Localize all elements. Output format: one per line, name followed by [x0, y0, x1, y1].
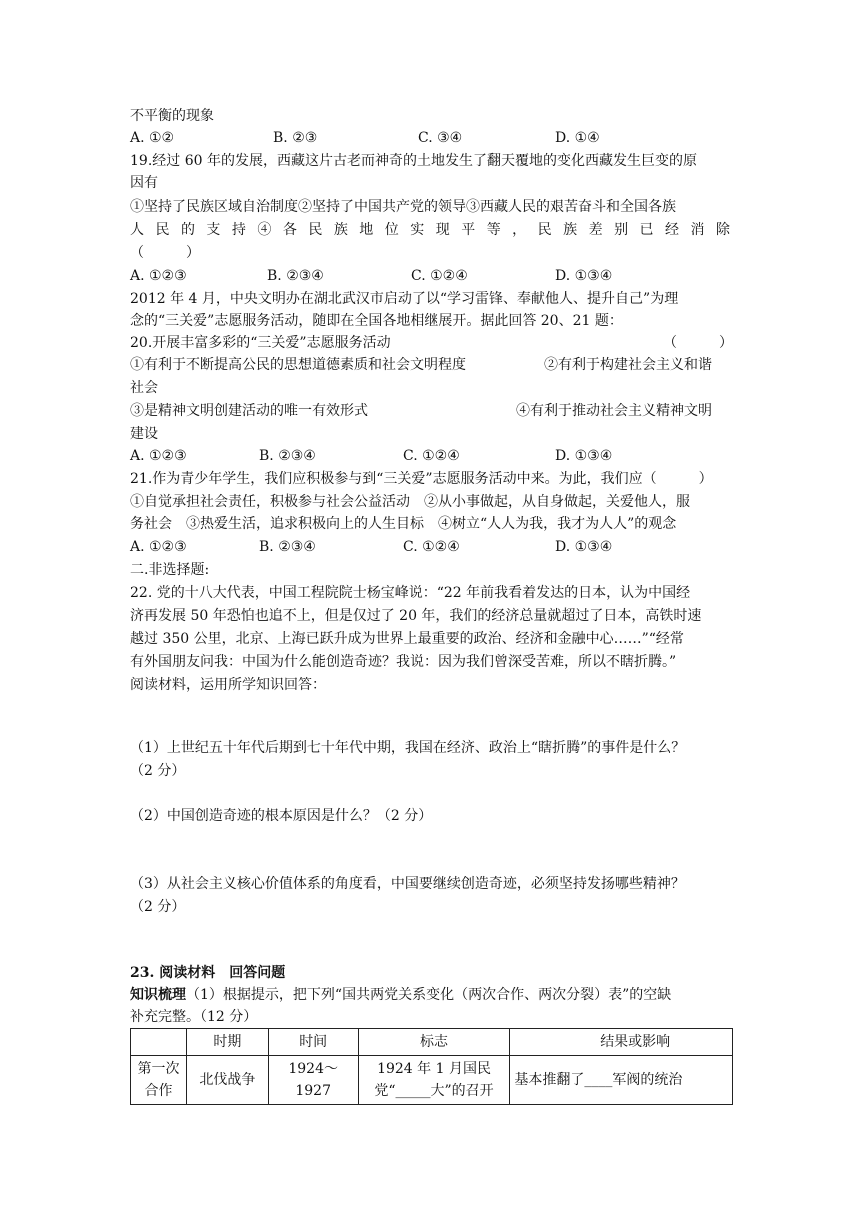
q18-option-d: D. ①④	[555, 130, 600, 146]
table-header-cell	[131, 1029, 187, 1056]
q23-title: 23. 阅读材料 回答问题	[130, 965, 286, 981]
q19-items-line2: 人 民 的 支 持 ④ 各 民 族 地 位 实 现 平 等 ， 民 族 差 别 已 经 消 除	[130, 222, 730, 238]
q18-option-c: C. ③④	[418, 130, 463, 146]
q18-option-a: A. ①②	[130, 130, 175, 146]
q19-option-b: B. ②③④	[267, 268, 324, 284]
q22-material-line1: 22. 党的十八大代表，中国工程院院士杨宝峰说：“22 年前我看着发达的日本，认为中国经	[130, 585, 691, 601]
q22-part1-score: （2 分）	[130, 763, 186, 779]
table-header-cell: 时期	[186, 1029, 268, 1056]
table-cell: 1924～1927	[268, 1056, 358, 1105]
q22-instruction: 阅读材料，运用所学知识回答：	[130, 677, 326, 693]
q19-items-line1: ①坚持了民族区域自治制度②坚持了中国共产党的领导③西藏人民的艰苦奋斗和全国各族	[130, 199, 676, 215]
q21-items-line1: ①自觉承担社会责任，积极参与社会公益活动 ②从小事做起，从自身做起，关爱他人，服	[130, 494, 690, 510]
q20-item2-cont: 社会	[130, 380, 158, 396]
q21-stem: 21.作为青少年学生，我们应积极参与到“三关爱”志愿服务活动中来。为此，我们应（ ）	[130, 471, 713, 487]
q19-option-d: D. ①③④	[555, 268, 613, 284]
intro-line2: 念的“三关爱”志愿服务活动，随即在全国各地相继展开。据此回答 20、21 题：	[130, 313, 623, 329]
q20-answer-paren: （ ）	[663, 335, 733, 351]
q20-option-d: D. ①③④	[555, 448, 613, 464]
q22-material-line4: 有外国朋友问我：中国为什么能创造奇迹？我说：因为我们曾深受苦难，所以不瞎折腾。”	[130, 654, 677, 670]
q20-item4: ④有利于推动社会主义精神文明	[516, 403, 712, 419]
q21-items-line2: 务社会 ③热爱生活，追求积极向上的人生目标 ④树立“人人为我，我才为人人”的观念	[130, 516, 677, 532]
q19-stem-line2: 因有	[130, 175, 158, 191]
intro-line1: 2012 年 4 月，中央文明办在湖北武汉市启动了以“学习雷锋、奉献他人、提升自己”为理	[130, 291, 679, 307]
q22-part2: （2）中国创造奇迹的根本原因是什么？（2 分）	[130, 808, 433, 824]
q22-part1-line1: （1）上世纪五十年代后期到七十年代中期，我国在经济、政治上“瞎折腾”的事件是什么？	[130, 740, 686, 756]
q19-stem-line1: 19.经过 60 年的发展，西藏这片古老而神奇的土地发生了翻天覆地的变化西藏发生巨变的原	[130, 153, 697, 169]
q19-option-a: A. ①②③	[130, 268, 187, 284]
table-cell: 基本推翻了____军阀的统治	[510, 1056, 733, 1105]
q21-option-d: D. ①③④	[555, 539, 613, 555]
q22-part3-score: （2 分）	[130, 899, 186, 915]
table-header-cell	[510, 1029, 733, 1056]
q22-material-line3: 越过 350 公里，北京、上海已跃升成为世界上最重要的政治、经济和金融中心……”“经常	[130, 631, 684, 647]
table-row	[131, 1056, 733, 1105]
q18-option-b: B. ②③	[273, 130, 318, 146]
q20-stem: 20.开展丰富多彩的“三关爱”志愿服务活动	[130, 335, 391, 351]
table-cell: 北伐战争	[186, 1056, 268, 1105]
q23-knowledge-text: （1）根据提示，把下列“国共两党关系变化（两次合作、两次分裂）表”的空缺	[186, 987, 672, 1003]
table-cell: 第一次合作	[131, 1056, 187, 1105]
q21-option-a: A. ①②③	[130, 539, 187, 555]
section-two-heading: 二.非选择题:	[130, 562, 210, 578]
q21-option-c: C. ①②④	[403, 539, 460, 555]
q20-item1: ①有利于不断提高公民的思想道德素质和社会文明程度	[130, 357, 466, 373]
q22-material-line2: 济再发展 50 年恐怕也追不上，但是仅过了 20 年，我们的经济总量就超过了日本，高铁时速	[130, 608, 702, 624]
q20-option-c: C. ①②④	[403, 448, 460, 464]
table-header-cell: 标志	[358, 1029, 510, 1056]
kmt-cpc-relations-table	[130, 1028, 733, 1105]
table-header-cell: 时间	[268, 1029, 358, 1056]
table-header-label: 结果或影响	[600, 1034, 671, 1050]
table-header-row	[131, 1029, 733, 1056]
q22-part3-line1: （3）从社会主义核心价值体系的角度看，中国要继续创造奇迹，必须坚持发扬哪些精神？	[130, 876, 685, 892]
q19-option-c: C. ①②④	[411, 268, 468, 284]
q19-answer-paren: （ ）	[130, 245, 200, 261]
q20-option-a: A. ①②③	[130, 448, 187, 464]
table-cell: 1924 年 1 月国民党“_____大”的召开	[358, 1056, 510, 1105]
q21-option-b: B. ②③④	[259, 539, 316, 555]
q18-stem-tail: 不平衡的现象	[130, 108, 214, 124]
q20-item2: ②有利于构建社会主义和谐	[544, 357, 712, 373]
q23-knowledge-label: 知识梳理	[130, 987, 186, 1003]
q23-knowledge-line1	[130, 984, 671, 1006]
q20-item3: ③是精神文明创建活动的唯一有效形式	[130, 403, 368, 419]
q20-option-b: B. ②③④	[259, 448, 316, 464]
q20-item4-cont: 建设	[130, 426, 158, 442]
q23-knowledge-line2: 补充完整。（12 分）	[130, 1009, 258, 1025]
